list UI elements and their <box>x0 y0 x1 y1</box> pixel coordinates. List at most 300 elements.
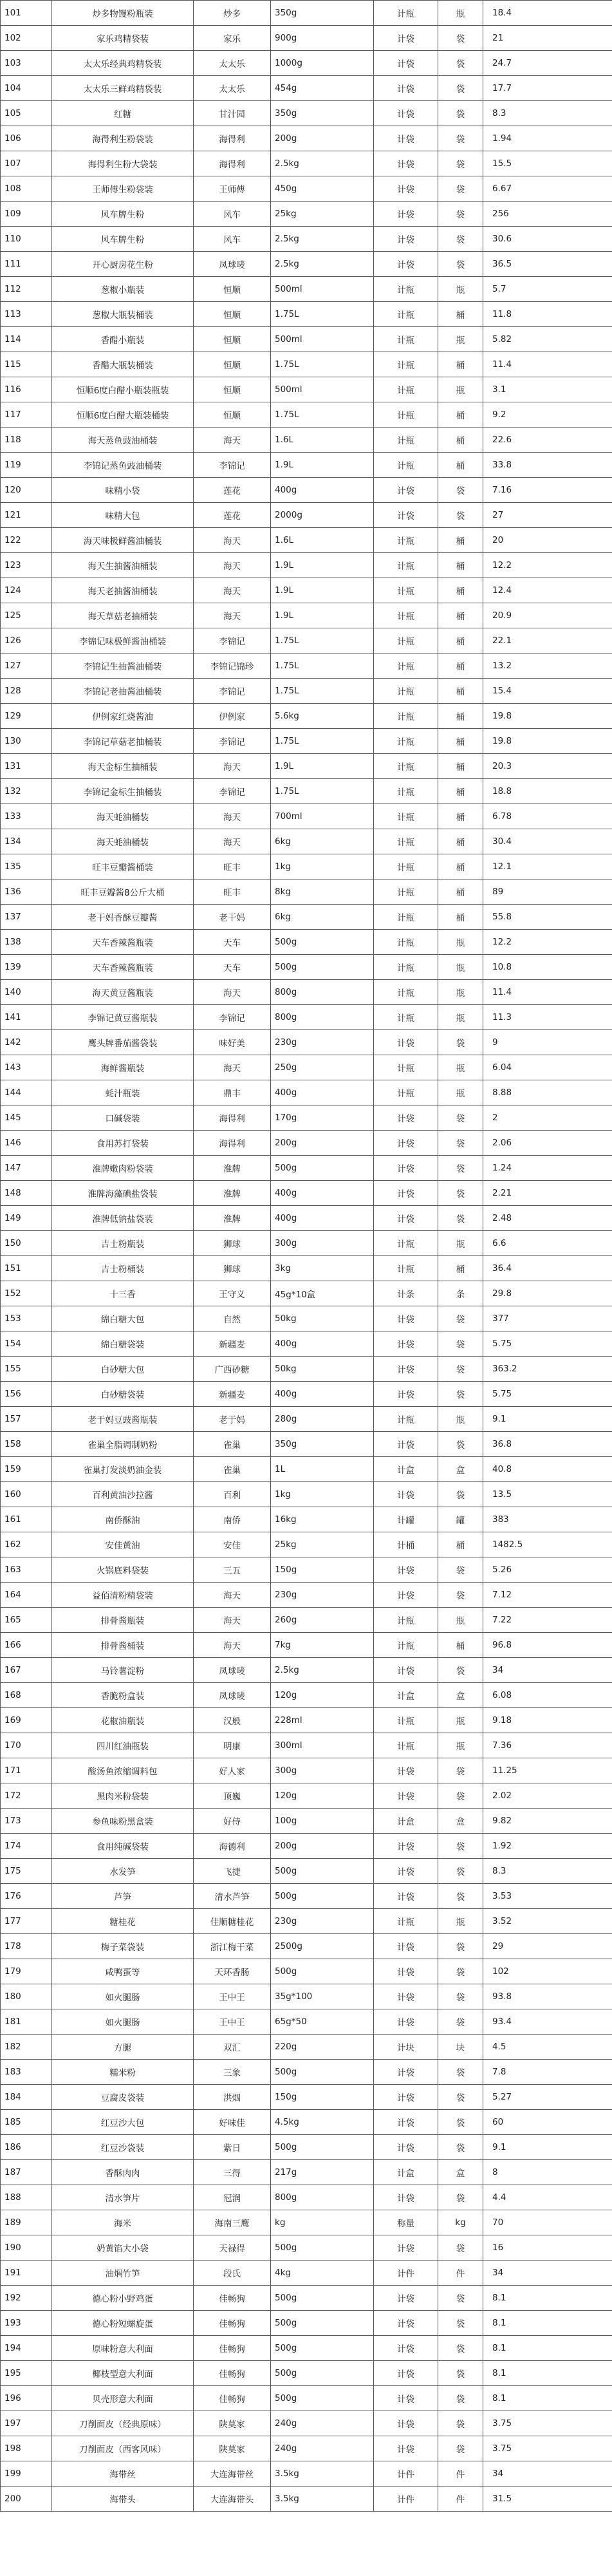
price-cell: 11.25 <box>483 1758 612 1783</box>
pricing-method-cell: 计袋 <box>374 1156 438 1181</box>
table-row <box>1 2160 612 2185</box>
specification-cell: 500g <box>271 930 374 955</box>
product-name-cell: 豆腐皮袋装 <box>52 2085 194 2110</box>
brand-cell: 海得利 <box>194 151 271 176</box>
product-name-cell: 海天金标生抽桶装 <box>52 754 194 779</box>
specification-cell: 500g <box>271 1156 374 1181</box>
price-cell: 20 <box>483 528 612 553</box>
table-row <box>1 202 612 227</box>
product-name-cell: 淮牌嫩肉粉袋装 <box>52 1156 194 1181</box>
unit-cell: 桶 <box>438 628 483 653</box>
brand-cell: 雀巢 <box>194 1457 271 1482</box>
unit-cell: 桶 <box>438 729 483 754</box>
brand-cell: 恒顺 <box>194 327 271 352</box>
unit-cell: 盒 <box>438 2160 483 2185</box>
pricing-method-cell: 计袋 <box>374 51 438 76</box>
product-name-cell: 食用苏打袋装 <box>52 1131 194 1156</box>
unit-cell: 条 <box>438 1281 483 1306</box>
specification-cell: 200g <box>271 1131 374 1156</box>
table-body <box>1 1 612 2512</box>
unit-cell: 桶 <box>438 679 483 704</box>
price-cell: 89 <box>483 879 612 905</box>
price-cell: 27 <box>483 503 612 528</box>
row-number-cell: 135 <box>1 854 52 879</box>
row-number-cell: 196 <box>1 2386 52 2411</box>
table-row <box>1 1809 612 1834</box>
brand-cell: 佳畅狗 <box>194 2286 271 2311</box>
unit-cell: 瓶 <box>438 1080 483 1105</box>
pricing-method-cell: 计瓶 <box>374 1733 438 1758</box>
unit-cell: 袋 <box>438 1357 483 1382</box>
row-number-cell: 103 <box>1 51 52 76</box>
row-number-cell: 155 <box>1 1357 52 1382</box>
product-name-cell: 葱椒大瓶装桶装 <box>52 302 194 327</box>
specification-cell: 4.5kg <box>271 2110 374 2135</box>
specification-cell: 500g <box>271 2361 374 2386</box>
row-number-cell: 172 <box>1 1783 52 1809</box>
brand-cell: 天车 <box>194 930 271 955</box>
specification-cell: 1.6L <box>271 528 374 553</box>
row-number-cell: 125 <box>1 603 52 628</box>
pricing-method-cell: 计瓶 <box>374 553 438 578</box>
product-name-cell: 天车香辣酱瓶装 <box>52 955 194 980</box>
product-name-cell: 德心粉小野鸡蛋 <box>52 2286 194 2311</box>
specification-cell: 50kg <box>271 1357 374 1382</box>
row-number-cell: 133 <box>1 804 52 829</box>
unit-cell: 袋 <box>438 1834 483 1859</box>
pricing-method-cell: 计袋 <box>374 1331 438 1357</box>
specification-cell: 400g <box>271 1331 374 1357</box>
specification-cell: 8kg <box>271 879 374 905</box>
price-cell: 20.9 <box>483 603 612 628</box>
unit-cell: 袋 <box>438 1984 483 2009</box>
brand-cell: 三五 <box>194 1557 271 1583</box>
brand-cell: 莲花 <box>194 478 271 503</box>
specification-cell: 7kg <box>271 1633 374 1658</box>
specification-cell: 25kg <box>271 202 374 227</box>
table-row <box>1 2411 612 2436</box>
price-cell: 2.02 <box>483 1783 612 1809</box>
table-row <box>1 1281 612 1306</box>
table-row <box>1 2286 612 2311</box>
specification-cell: 150g <box>271 2085 374 2110</box>
row-number-cell: 128 <box>1 679 52 704</box>
product-name-cell: 奶黄馅大小袋 <box>52 2235 194 2261</box>
product-name-cell: 白砂糖大包 <box>52 1357 194 1382</box>
price-cell: 36.8 <box>483 1432 612 1457</box>
price-cell: 5.75 <box>483 1331 612 1357</box>
brand-cell: 淮牌 <box>194 1181 271 1206</box>
price-cell: 18.4 <box>483 1 612 26</box>
brand-cell: 大连海带头 <box>194 2487 271 2512</box>
product-name-cell: 方腿 <box>52 2035 194 2060</box>
pricing-method-cell: 计袋 <box>374 1306 438 1331</box>
brand-cell: 凤球唛 <box>194 1658 271 1683</box>
unit-cell: 袋 <box>438 1030 483 1055</box>
product-name-cell: 葱椒小瓶装 <box>52 277 194 302</box>
brand-cell: 李锦记 <box>194 779 271 804</box>
price-cell: 19.8 <box>483 729 612 754</box>
specification-cell: 400g <box>271 1206 374 1231</box>
table-row <box>1 1608 612 1633</box>
unit-cell: 瓶 <box>438 327 483 352</box>
specification-cell: 1kg <box>271 1482 374 1507</box>
product-name-cell: 绵白糖大包 <box>52 1306 194 1331</box>
specification-cell: 240g <box>271 2436 374 2461</box>
product-name-cell: 排骨酱桶装 <box>52 1633 194 1658</box>
pricing-method-cell: 计盒 <box>374 2160 438 2185</box>
specification-cell: 500ml <box>271 277 374 302</box>
price-cell: 12.2 <box>483 553 612 578</box>
row-number-cell: 171 <box>1 1758 52 1783</box>
specification-cell: 800g <box>271 980 374 1005</box>
product-name-cell: 四川红油瓶装 <box>52 1733 194 1758</box>
specification-cell: 1.75L <box>271 653 374 679</box>
brand-cell: 自然 <box>194 1306 271 1331</box>
specification-cell: 1.9L <box>271 553 374 578</box>
table-row <box>1 503 612 528</box>
price-cell: 36.4 <box>483 1256 612 1281</box>
brand-cell: 海天 <box>194 603 271 628</box>
table-row <box>1 854 612 879</box>
product-name-cell: 口碱袋装 <box>52 1105 194 1131</box>
specification-cell: 350g <box>271 101 374 126</box>
brand-cell: 李锦记 <box>194 679 271 704</box>
row-number-cell: 112 <box>1 277 52 302</box>
product-name-cell: 海天蚝油桶装 <box>52 829 194 854</box>
product-name-cell: 香酥肉肉 <box>52 2160 194 2185</box>
table-row <box>1 729 612 754</box>
pricing-method-cell: 计瓶 <box>374 1608 438 1633</box>
product-name-cell: 海天黄豆酱瓶装 <box>52 980 194 1005</box>
row-number-cell: 193 <box>1 2311 52 2336</box>
row-number-cell: 152 <box>1 1281 52 1306</box>
table-row <box>1 1030 612 1055</box>
table-row <box>1 1658 612 1683</box>
brand-cell: 海天 <box>194 528 271 553</box>
pricing-method-cell: 计瓶 <box>374 277 438 302</box>
row-number-cell: 108 <box>1 176 52 202</box>
pricing-method-cell: 计瓶 <box>374 679 438 704</box>
unit-cell: 盒 <box>438 1809 483 1834</box>
table-row <box>1 1080 612 1105</box>
unit-cell: 袋 <box>438 1758 483 1783</box>
specification-cell: 400g <box>271 1080 374 1105</box>
row-number-cell: 115 <box>1 352 52 377</box>
product-name-cell: 黑肉米粉袋装 <box>52 1783 194 1809</box>
brand-cell: 大连海带丝 <box>194 2461 271 2487</box>
table-row <box>1 1357 612 1382</box>
product-name-cell: 炒多物馒粉瓶装 <box>52 1 194 26</box>
product-name-cell: 雀巢全脂调制奶粉 <box>52 1432 194 1457</box>
price-cell: 9.2 <box>483 402 612 428</box>
pricing-method-cell: 计件 <box>374 2261 438 2286</box>
price-cell: 6.78 <box>483 804 612 829</box>
unit-cell: 袋 <box>438 1105 483 1131</box>
product-name-cell: 海天草菇老抽桶装 <box>52 603 194 628</box>
unit-cell: 瓶 <box>438 1608 483 1633</box>
unit-cell: 桶 <box>438 453 483 478</box>
brand-cell: 旺丰 <box>194 854 271 879</box>
price-cell: 33.8 <box>483 453 612 478</box>
specification-cell: 100g <box>271 1809 374 1834</box>
brand-cell: 风车 <box>194 227 271 252</box>
price-cell: 5.27 <box>483 2085 612 2110</box>
specification-cell: 240g <box>271 2411 374 2436</box>
unit-cell: 瓶 <box>438 277 483 302</box>
row-number-cell: 170 <box>1 1733 52 1758</box>
unit-cell: 桶 <box>438 754 483 779</box>
pricing-method-cell: 计袋 <box>374 252 438 277</box>
row-number-cell: 121 <box>1 503 52 528</box>
specification-cell: 400g <box>271 478 374 503</box>
brand-cell: 淮牌 <box>194 1156 271 1181</box>
table-row <box>1 2311 612 2336</box>
table-row <box>1 829 612 854</box>
unit-cell: 桶 <box>438 653 483 679</box>
unit-cell: 桶 <box>438 302 483 327</box>
row-number-cell: 169 <box>1 1708 52 1733</box>
brand-cell: 海天 <box>194 1633 271 1658</box>
price-cell: 5.26 <box>483 1557 612 1583</box>
specification-cell: 2.5kg <box>271 227 374 252</box>
table-row <box>1 302 612 327</box>
brand-cell: 海天 <box>194 428 271 453</box>
brand-cell: 三得 <box>194 2160 271 2185</box>
brand-cell: 老干妈 <box>194 905 271 930</box>
product-name-cell: 糯米粉 <box>52 2060 194 2085</box>
price-cell: 8.1 <box>483 2311 612 2336</box>
row-number-cell: 185 <box>1 2110 52 2135</box>
brand-cell: 王守义 <box>194 1281 271 1306</box>
brand-cell: 伊例家 <box>194 704 271 729</box>
brand-cell: 好人家 <box>194 1758 271 1783</box>
pricing-method-cell: 计瓶 <box>374 854 438 879</box>
pricing-method-cell: 计瓶 <box>374 603 438 628</box>
table-row <box>1 1758 612 1783</box>
table-row <box>1 804 612 829</box>
product-name-cell: 芦笋 <box>52 1884 194 1909</box>
pricing-method-cell: 计袋 <box>374 101 438 126</box>
specification-cell: 500g <box>271 2386 374 2411</box>
pricing-method-cell: 计瓶 <box>374 955 438 980</box>
unit-cell: 袋 <box>438 2286 483 2311</box>
pricing-method-cell: 计瓶 <box>374 729 438 754</box>
row-number-cell: 176 <box>1 1884 52 1909</box>
unit-cell: 袋 <box>438 1583 483 1608</box>
brand-cell: 海天 <box>194 980 271 1005</box>
brand-cell: 三象 <box>194 2060 271 2085</box>
brand-cell: 紫日 <box>194 2135 271 2160</box>
product-name-cell: 原味粉意大利面 <box>52 2336 194 2361</box>
table-row <box>1 352 612 377</box>
table-row <box>1 2185 612 2210</box>
table-row <box>1 1733 612 1758</box>
table-row <box>1 955 612 980</box>
table-row <box>1 1482 612 1507</box>
product-name-cell: 风车牌生粉 <box>52 227 194 252</box>
product-name-cell: 马铃薯淀粉 <box>52 1658 194 1683</box>
price-cell: 19.8 <box>483 704 612 729</box>
row-number-cell: 132 <box>1 779 52 804</box>
product-name-cell: 王师傅生粉袋装 <box>52 176 194 202</box>
pricing-method-cell: 计袋 <box>374 1834 438 1859</box>
row-number-cell: 177 <box>1 1909 52 1934</box>
table-row <box>1 1206 612 1231</box>
pricing-method-cell: 计瓶 <box>374 980 438 1005</box>
brand-cell: 海天 <box>194 1055 271 1080</box>
product-name-cell: 味精小袋 <box>52 478 194 503</box>
product-name-cell: 旺丰豆瓣酱8公斤大桶 <box>52 879 194 905</box>
unit-cell: 袋 <box>438 1884 483 1909</box>
row-number-cell: 160 <box>1 1482 52 1507</box>
price-cell: 17.7 <box>483 76 612 101</box>
table-row <box>1 2210 612 2235</box>
table-row <box>1 2110 612 2135</box>
brand-cell: 海天 <box>194 578 271 603</box>
brand-cell: 凤球唛 <box>194 1683 271 1708</box>
product-name-cell: 糖桂花 <box>52 1909 194 1934</box>
pricing-method-cell: 计罐 <box>374 1507 438 1532</box>
product-name-cell: 李锦记老抽酱油桶装 <box>52 679 194 704</box>
price-cell: 93.8 <box>483 1984 612 2009</box>
product-name-cell: 海米 <box>52 2210 194 2235</box>
pricing-method-cell: 计袋 <box>374 2411 438 2436</box>
pricing-method-cell: 计件 <box>374 2461 438 2487</box>
brand-cell: 海得利 <box>194 1131 271 1156</box>
unit-cell: 桶 <box>438 352 483 377</box>
unit-cell: 袋 <box>438 2185 483 2210</box>
specification-cell: 500g <box>271 2060 374 2085</box>
specification-cell: 500g <box>271 1959 374 1984</box>
brand-cell: 海天 <box>194 804 271 829</box>
unit-cell: 袋 <box>438 2235 483 2261</box>
brand-cell: 李锦记 <box>194 729 271 754</box>
row-number-cell: 110 <box>1 227 52 252</box>
price-cell: 8.1 <box>483 2286 612 2311</box>
specification-cell: 1.75L <box>271 302 374 327</box>
pricing-method-cell: 计瓶 <box>374 1633 438 1658</box>
specification-cell: 5.6kg <box>271 704 374 729</box>
row-number-cell: 157 <box>1 1407 52 1432</box>
pricing-method-cell: 计袋 <box>374 2110 438 2135</box>
table-row <box>1 980 612 1005</box>
specification-cell: 1.75L <box>271 352 374 377</box>
table-row <box>1 377 612 402</box>
row-number-cell: 167 <box>1 1658 52 1683</box>
table-row <box>1 653 612 679</box>
price-cell: 9.82 <box>483 1809 612 1834</box>
price-cell: 34 <box>483 2261 612 2286</box>
table-row <box>1 1834 612 1859</box>
product-name-cell: 鹰头牌番茄酱袋装 <box>52 1030 194 1055</box>
table-row <box>1 1432 612 1457</box>
row-number-cell: 151 <box>1 1256 52 1281</box>
table-row <box>1 1382 612 1407</box>
price-cell: 3.1 <box>483 377 612 402</box>
product-name-cell: 风车牌生粉 <box>52 202 194 227</box>
price-cell: 31.5 <box>483 2487 612 2512</box>
brand-cell: 佳畅狗 <box>194 2386 271 2411</box>
pricing-method-cell: 计瓶 <box>374 779 438 804</box>
table-row <box>1 2386 612 2411</box>
brand-cell: 段氏 <box>194 2261 271 2286</box>
row-number-cell: 137 <box>1 905 52 930</box>
brand-cell: 冠润 <box>194 2185 271 2210</box>
row-number-cell: 104 <box>1 76 52 101</box>
table-row <box>1 1959 612 1984</box>
pricing-method-cell: 计袋 <box>374 503 438 528</box>
specification-cell: 1.9L <box>271 603 374 628</box>
price-cell: 34 <box>483 2461 612 2487</box>
table-row <box>1 1984 612 2009</box>
brand-cell: 洪烟 <box>194 2085 271 2110</box>
row-number-cell: 123 <box>1 553 52 578</box>
row-number-cell: 165 <box>1 1608 52 1633</box>
row-number-cell: 147 <box>1 1156 52 1181</box>
row-number-cell: 162 <box>1 1532 52 1557</box>
pricing-method-cell: 计瓶 <box>374 1231 438 1256</box>
unit-cell: 瓶 <box>438 955 483 980</box>
specification-cell: 50kg <box>271 1306 374 1331</box>
product-name-cell: 恒顺6度白醋小瓶装瓶装 <box>52 377 194 402</box>
pricing-method-cell: 计袋 <box>374 1658 438 1683</box>
product-name-cell: 蚝汁瓶装 <box>52 1080 194 1105</box>
table-row <box>1 1783 612 1809</box>
table-row <box>1 1683 612 1708</box>
unit-cell: 瓶 <box>438 1005 483 1030</box>
price-cell: 1482.5 <box>483 1532 612 1557</box>
pricing-method-cell: 计瓶 <box>374 754 438 779</box>
specification-cell: 1.9L <box>271 754 374 779</box>
product-name-cell: 酸汤鱼浓缩调料包 <box>52 1758 194 1783</box>
table-row <box>1 603 612 628</box>
pricing-method-cell: 计瓶 <box>374 1080 438 1105</box>
pricing-method-cell: 计袋 <box>374 2135 438 2160</box>
product-name-cell: 恒顺6度白醋大瓶装桶装 <box>52 402 194 428</box>
brand-cell: 雀巢 <box>194 1432 271 1457</box>
row-number-cell: 194 <box>1 2336 52 2361</box>
row-number-cell: 118 <box>1 428 52 453</box>
brand-cell: 飞捷 <box>194 1859 271 1884</box>
specification-cell: 45g*10盒 <box>271 1281 374 1306</box>
specification-cell: 2.5kg <box>271 252 374 277</box>
brand-cell: 广西砂糖 <box>194 1357 271 1382</box>
pricing-method-cell: 计瓶 <box>374 905 438 930</box>
specification-cell: 250g <box>271 1055 374 1080</box>
price-cell: 6.6 <box>483 1231 612 1256</box>
row-number-cell: 148 <box>1 1181 52 1206</box>
price-cell: 3.52 <box>483 1909 612 1934</box>
brand-cell: 王中王 <box>194 1984 271 2009</box>
price-cell: 29.8 <box>483 1281 612 1306</box>
specification-cell: 200g <box>271 1834 374 1859</box>
brand-cell: 天禄得 <box>194 2235 271 2261</box>
table-row <box>1 176 612 202</box>
row-number-cell: 175 <box>1 1859 52 1884</box>
pricing-method-cell: 计袋 <box>374 1557 438 1583</box>
table-row <box>1 553 612 578</box>
row-number-cell: 134 <box>1 829 52 854</box>
table-row <box>1 578 612 603</box>
price-cell: 11.4 <box>483 352 612 377</box>
pricing-method-cell: 计袋 <box>374 1432 438 1457</box>
pricing-method-cell: 计盒 <box>374 1683 438 1708</box>
unit-cell: 袋 <box>438 176 483 202</box>
row-number-cell: 145 <box>1 1105 52 1131</box>
pricing-method-cell: 计袋 <box>374 1959 438 1984</box>
pricing-method-cell: 计袋 <box>374 1758 438 1783</box>
